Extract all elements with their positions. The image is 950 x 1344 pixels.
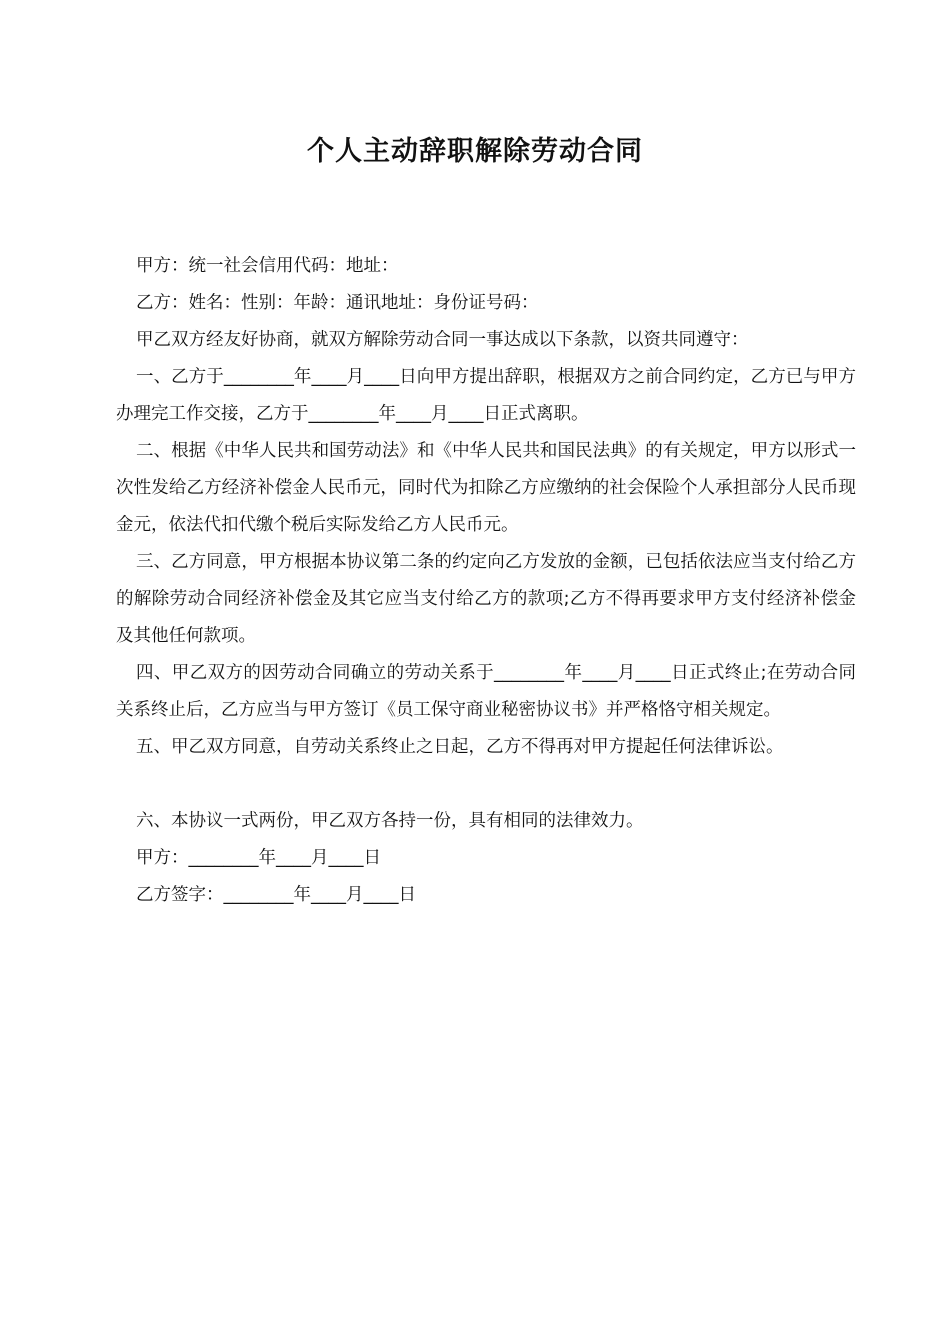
party-b-signature-date: 乙方签字：________年____月____日 <box>136 885 416 905</box>
clause-2: 二、根据《中华人民共和国劳动法》和《中华人民共和国民法典》的有关规定，甲方以形式一次性发给乙方经济补偿金人民币元，同时代为扣除乙方应缴纳的社会保险个人承担部分人民币现金元，依法代扣代缴个税后实际发给乙方人民币元。 <box>116 441 856 535</box>
party-b-info: 乙方：姓名：性别：年龄：通讯地址：身份证号码： <box>136 293 539 313</box>
clause-6: 六、本协议一式两份，甲乙双方各持一份，具有相同的法律效力。 <box>136 811 644 831</box>
party-a-info: 甲方：统一社会信用代码：地址： <box>136 256 399 276</box>
clause-5: 五、甲乙双方同意，自劳动关系终止之日起，乙方不得再对甲方提起任何法律诉讼。 <box>136 737 784 757</box>
party-a-signature-date: 甲方：________年____月____日 <box>136 848 381 868</box>
document-body <box>116 248 856 914</box>
clause-1: 一、乙方于________年____月____日向甲方提出辞职，根据双方之前合同约定，乙方已与甲方办理完工作交接，乙方于________年____月____日正式离职。 <box>116 367 856 424</box>
clause-3: 三、乙方同意，甲方根据本协议第二条的约定向乙方发放的金额，已包括依法应当支付给乙方的解除劳动合同经济补偿金及其它应当支付给乙方的款项;乙方不得再要求甲方支付经济补偿金及其他任何款项。 <box>116 552 856 646</box>
document-title: 个人主动辞职解除劳动合同 <box>307 136 643 167</box>
preamble: 甲乙双方经友好协商，就双方解除劳动合同一事达成以下条款，以资共同遵守： <box>136 330 749 350</box>
clause-4: 四、甲乙双方的因劳动合同确立的劳动关系于________年____月____日正式终止;在劳动合同关系终止后，乙方应当与甲方签订《员工保守商业秘密协议书》并严格恪守相关规定。 <box>116 663 856 720</box>
